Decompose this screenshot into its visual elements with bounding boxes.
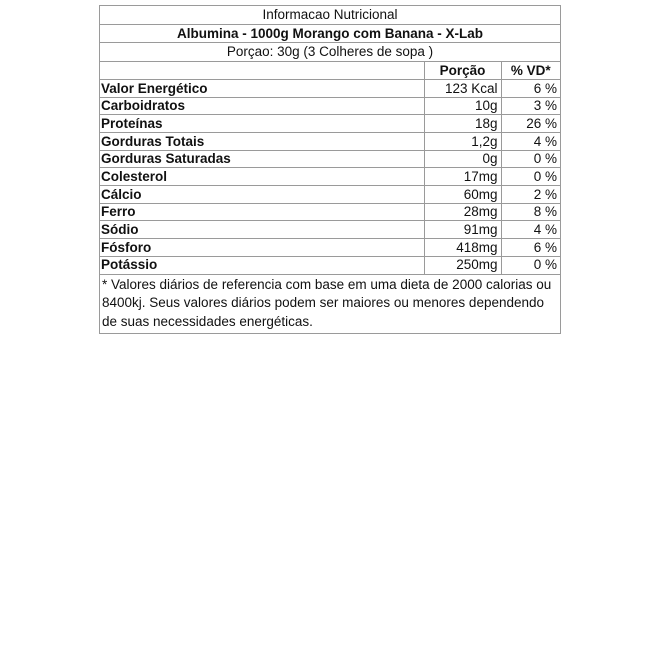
header-amount: Porção: [424, 62, 501, 80]
nutrition-facts-panel: [99, 5, 561, 334]
nutrient-amount: 17mg: [424, 168, 501, 186]
nutrient-amount: 1,2g: [424, 133, 501, 151]
nutrient-daily-value: 6 %: [501, 79, 560, 97]
nutrient-amount: 18g: [424, 115, 501, 133]
nutrient-amount: 123 Kcal: [424, 79, 501, 97]
nutrient-daily-value: 4 %: [501, 133, 560, 151]
nutrient-daily-value: 0 %: [501, 150, 560, 168]
nutrient-daily-value: 0 %: [501, 168, 560, 186]
nutrient-amount: 250mg: [424, 256, 501, 274]
serving-size: Porçao: 30g (3 Colheres de sopa ): [100, 43, 560, 62]
table-row: [100, 168, 560, 186]
header-name-cell: [100, 62, 424, 80]
nutrient-name: Gorduras Saturadas: [100, 150, 424, 168]
nutrient-daily-value: 26 %: [501, 115, 560, 133]
nutrient-name: Potássio: [100, 256, 424, 274]
table-row: [100, 97, 560, 115]
header-daily-value: % VD*: [501, 62, 560, 80]
nutrient-daily-value: 8 %: [501, 203, 560, 221]
nutrient-name: Proteínas: [100, 115, 424, 133]
table-row: [100, 186, 560, 204]
nutrient-name: Cálcio: [100, 186, 424, 204]
nutrient-daily-value: 4 %: [501, 221, 560, 239]
nutrient-amount: 418mg: [424, 239, 501, 257]
table-row: [100, 203, 560, 221]
nutrient-name: Fósforo: [100, 239, 424, 257]
table-row: [100, 256, 560, 274]
product-name: Albumina - 1000g Morango com Banana - X-Lab: [100, 25, 560, 44]
panel-title: Informacao Nutricional: [100, 6, 560, 25]
nutrient-name: Valor Energético: [100, 79, 424, 97]
daily-value-footnote: * Valores diários de referencia com base em uma dieta de 2000 calorias ou 8400kj. Seus valores diários podem ser maiores ou menores dependendo de suas necessidades energéticas.: [102, 276, 552, 329]
nutrient-name: Ferro: [100, 203, 424, 221]
nutrient-amount: 28mg: [424, 203, 501, 221]
nutrient-name: Gorduras Totais: [100, 133, 424, 151]
nutrient-amount: 10g: [424, 97, 501, 115]
nutrient-amount: 0g: [424, 150, 501, 168]
table-row: [100, 221, 560, 239]
table-row: [100, 115, 560, 133]
nutrient-amount: 60mg: [424, 186, 501, 204]
table-row: [100, 150, 560, 168]
nutrient-amount: 91mg: [424, 221, 501, 239]
nutrition-table: [100, 62, 560, 275]
nutrient-name: Sódio: [100, 221, 424, 239]
nutrient-daily-value: 2 %: [501, 186, 560, 204]
nutrient-daily-value: 6 %: [501, 239, 560, 257]
table-row: [100, 239, 560, 257]
nutrient-name: Carboidratos: [100, 97, 424, 115]
table-row: [100, 133, 560, 151]
table-row: [100, 79, 560, 97]
table-header-row: [100, 62, 560, 80]
nutrient-daily-value: 3 %: [501, 97, 560, 115]
nutrient-name: Colesterol: [100, 168, 424, 186]
nutrient-daily-value: 0 %: [501, 256, 560, 274]
